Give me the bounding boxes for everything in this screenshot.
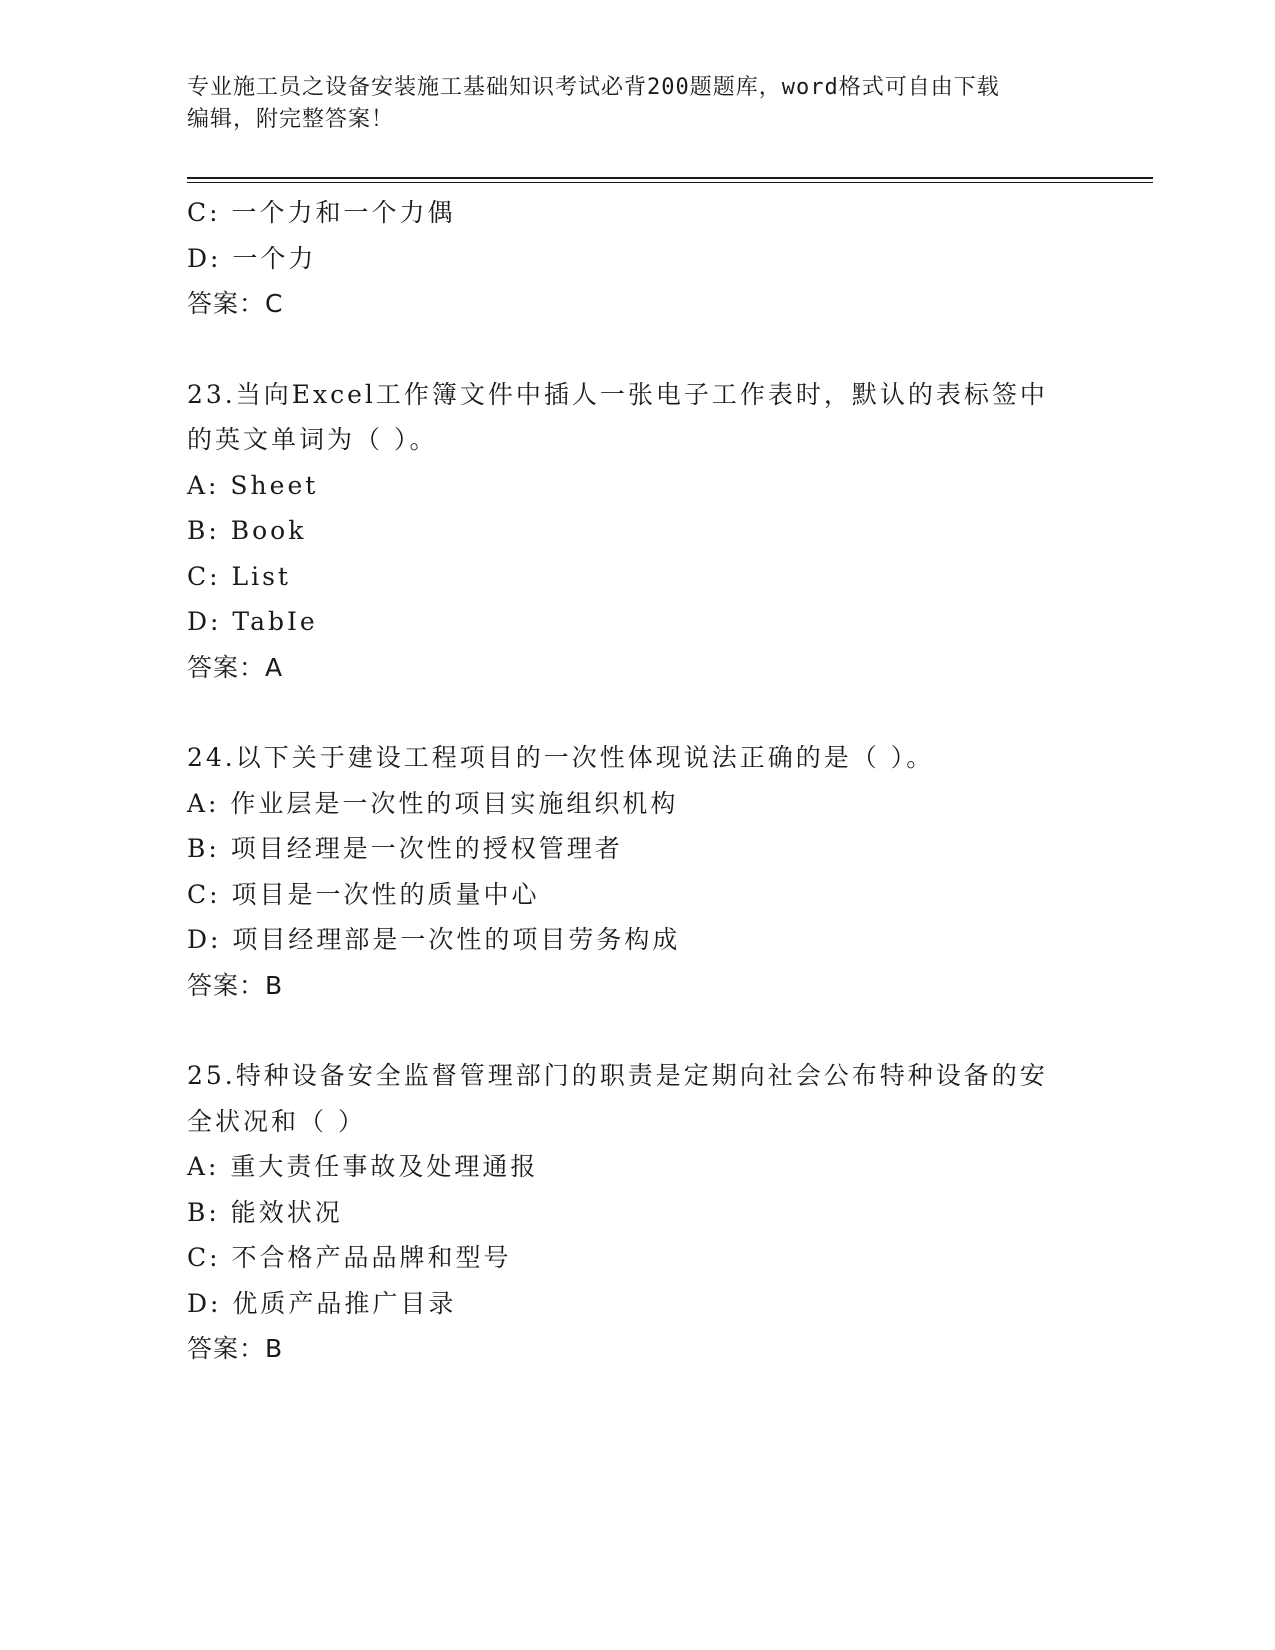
question-text: 全状况和（ ）: [187, 1106, 366, 1136]
question-23: [187, 372, 1087, 691]
question-text: 24.以下关于建设工程项目的一次性体现说法正确的是（ ）。: [187, 743, 935, 772]
answer-line: 答案：B: [187, 1334, 284, 1363]
answer-line: 答案：B: [187, 970, 284, 1000]
option-d: D: 一个力: [187, 243, 317, 273]
option-b: B: 项目经理是一次性的授权管理者: [187, 834, 623, 863]
header-line-1: 专业施工员之设备安装施工基础知识考试必背200题题库，word格式可自由下载: [187, 75, 1000, 100]
option-c: C: 不合格产品品牌和型号: [187, 1243, 512, 1272]
previous-question-tail: [187, 190, 1087, 327]
header-rule-thin: [187, 182, 1153, 183]
option-c: C: 项目是一次性的质量中心: [187, 879, 540, 909]
question-25: [187, 1053, 1087, 1372]
answer-line: 答案：A: [187, 652, 284, 682]
header-line-2: 编辑，附完整答案！: [187, 107, 395, 132]
question-24: [187, 735, 1087, 1008]
question-text: 的英文单词为（ ）。: [187, 425, 438, 454]
question-text: 23.当向Excel工作簿文件中插人一张电子工作表时，默认的表标签中: [187, 379, 1048, 409]
header-rule-thick: [187, 177, 1153, 179]
option-d: D: 项目经理部是一次性的项目劳务构成: [187, 925, 681, 954]
option-c: C: List: [187, 561, 291, 591]
answer-line: 答案：C: [187, 289, 284, 318]
option-a: A: 作业层是一次性的项目实施组织机构: [187, 788, 679, 818]
question-list: [187, 190, 1087, 1372]
option-a: A: 重大责任事故及处理通报: [187, 1152, 539, 1181]
option-b: B: Book: [187, 516, 307, 545]
option-a: A: Sheet: [187, 470, 319, 500]
option-b: B: 能效状况: [187, 1197, 343, 1227]
document-header: [187, 72, 1067, 136]
option-c: C: 一个力和一个力偶: [187, 198, 456, 227]
question-text: 25.特种设备安全监督管理部门的职责是定期向社会公布特种设备的安: [187, 1061, 1048, 1090]
option-d: D: TabIe: [187, 607, 318, 636]
option-d: D: 优质产品推广目录: [187, 1288, 457, 1318]
